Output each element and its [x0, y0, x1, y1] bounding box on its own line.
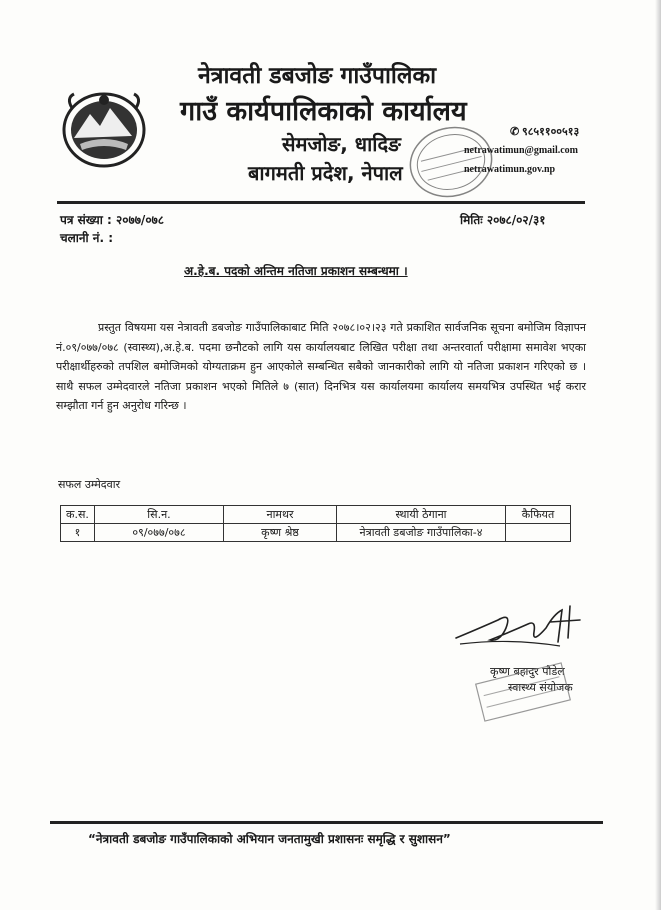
- chalani-number: चलानी नं. :: [60, 231, 114, 245]
- signature-icon: [450, 598, 600, 658]
- column-header: कैफियत: [506, 506, 571, 524]
- nepal-emblem-icon: [60, 88, 148, 168]
- column-header: सि.न.: [95, 506, 224, 524]
- results-label: सफल उम्मेदवार: [58, 478, 121, 491]
- letter-number: पत्र संख्या : २०७७/०७८: [60, 213, 165, 227]
- table-cell: ०९/०७७/०७८: [95, 524, 224, 542]
- header-divider: [57, 201, 585, 204]
- office-name: नेत्रावती डबजोङ गाउँपालिका: [198, 63, 437, 89]
- column-header: नामथर: [224, 506, 337, 524]
- phone-value: ९८५११००५१३: [521, 126, 580, 138]
- table-cell: १: [61, 524, 95, 542]
- signatory-post: स्वास्थ्य संयोजक: [508, 681, 573, 694]
- letter-date: मितिः २०७८/०२/३१: [460, 213, 546, 227]
- table-header-row: [61, 506, 571, 524]
- office-seal: [401, 117, 502, 208]
- footer-divider: [50, 821, 603, 824]
- table-row: [61, 524, 571, 542]
- column-header: स्थायी ठेगाना: [337, 506, 506, 524]
- table-cell: [506, 524, 571, 542]
- column-header: क.स.: [61, 506, 95, 524]
- page-edge-shadow: [655, 0, 661, 910]
- website-address: netrawatimun.gov.np: [464, 164, 556, 175]
- table-cell: नेत्रावती डबजोङ गाउँपालिका-४: [337, 524, 506, 542]
- letter-body: प्रस्तुत विषयमा यस नेत्रावती डबजोङ गाउँपालिकाबाट मिति २०७८।०२।२३ गते प्रकाशित सार्वजनिक सूचना बमोजिम विज्ञापन नं.०९/०७७/०७८ (स्वास्थ्य),अ.हे.ब. पदमा छनौटको लागि यस कार्यालयबाट लिखित परीक्षा तथा अन्तरवार्ता परीक्षामा समावेश भएका परीक्षार्थीहरुको तपशिल बमोजिमको योग्यताक्रम हुन आएकोले सम्बन्धित सबैको जानकारीको लागि यो नतिजा प्रकाशन गरिएको छ । साथै सफल उम्मेदवारले नतिजा प्रकाशन भएको मितिले ७ (सात) दिनभित्र यस कार्यालयमा कार्यालय समयभित्र उपस्थित भई करार सम्झौता गर्न हुन अनुरोध गरिन्छ ।: [56, 321, 586, 412]
- office-address: सेमजोङ, धादिङ: [282, 132, 401, 156]
- letter-subject: अ.हे.ब. पदको अन्तिम नतिजा प्रकाशन सम्बन्धमा ।: [184, 264, 408, 278]
- footer-slogan: “नेत्रावती डबजोङ गाउँपालिकाको अभियान जनतामुखी प्रशासनः समृद्धि र सुशासन”: [88, 832, 451, 846]
- table-cell: कृष्ण श्रेष्ठ: [224, 524, 337, 542]
- results-table: [60, 505, 571, 542]
- phone-number: [510, 124, 579, 139]
- phone-icon: ✆: [510, 126, 520, 138]
- signatory-name: कृष्ण बहादुर पौडेल: [490, 665, 565, 678]
- office-province: बागमती प्रदेश, नेपाल: [248, 161, 403, 185]
- email-address: netrawatimun@gmail.com: [464, 145, 579, 156]
- office-title: गाउँ कार्यपालिकाको कार्यालय: [180, 96, 467, 127]
